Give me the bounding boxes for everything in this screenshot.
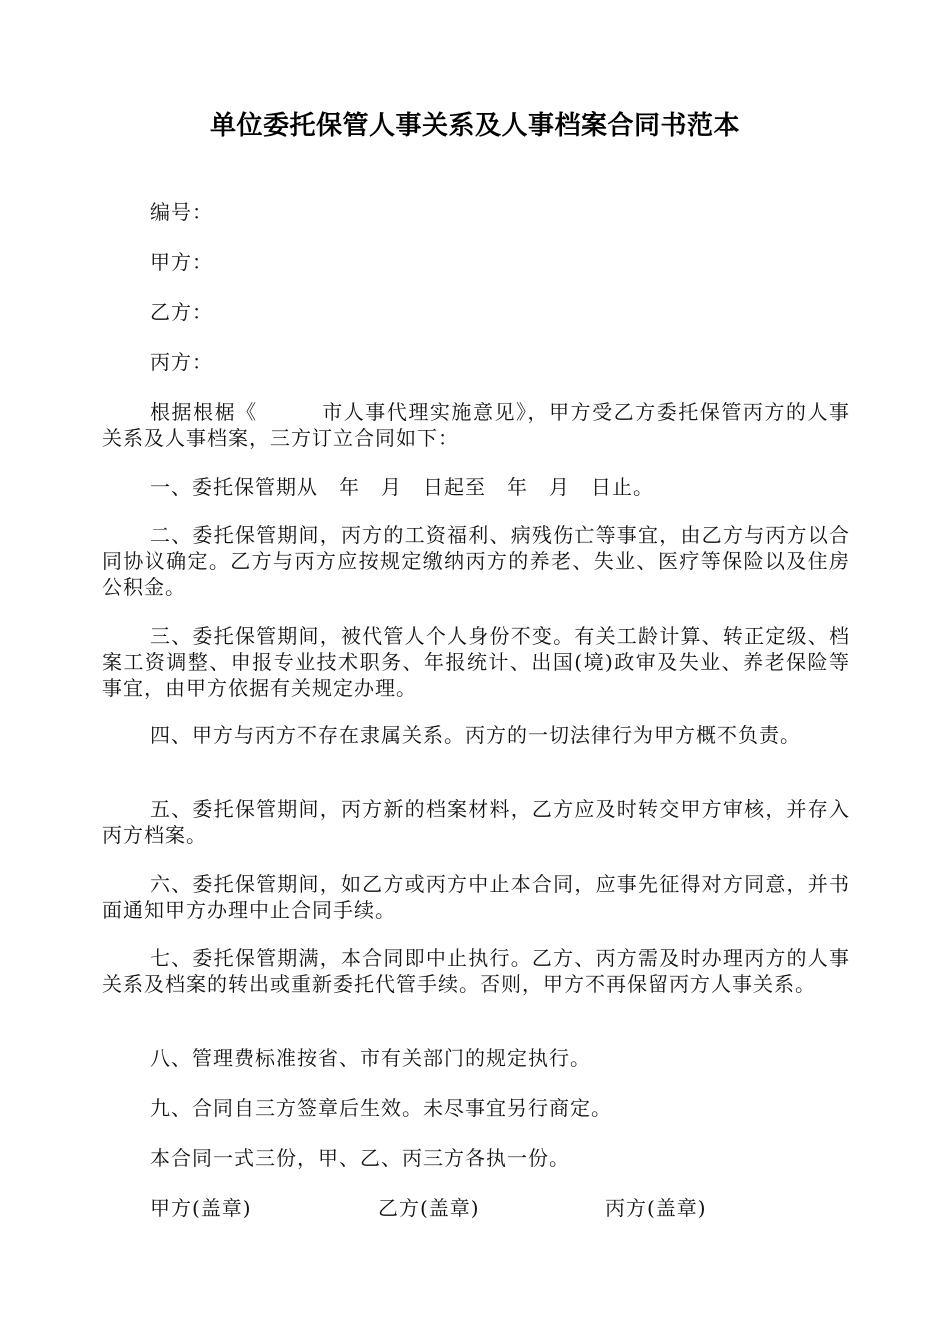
party-b-field: 乙方： xyxy=(150,300,213,324)
clause-1: 一、委托保管期从 年 月 日起至 年 月 日止。 xyxy=(150,475,654,499)
party-b-seal: 乙方(盖章) xyxy=(378,1196,480,1220)
party-a-field: 甲方： xyxy=(150,250,213,274)
clause-5: 五、委托保管期间，丙方新的档案材料，乙方应及时转交甲方审核，并存入丙方档案。 xyxy=(102,797,850,847)
clause-4: 四、甲方与丙方不存在隶属关系。丙方的一切法律行为甲方概不负责。 xyxy=(150,723,801,747)
clause-9: 九、合同自三方签章后生效。未尽事宜另行商定。 xyxy=(150,1096,612,1120)
copies-statement: 本合同一式三份，甲、乙、丙三方各执一份。 xyxy=(150,1146,570,1170)
clause-6: 六、委托保管期间，如乙方或丙方中止本合同，应事先征得对方同意，并书面通知甲方办理中止合同手续。 xyxy=(102,872,850,922)
party-a-seal: 甲方(盖章) xyxy=(150,1196,252,1220)
clause-3: 三、委托保管期间，被代管人个人身份不变。有关工龄计算、转正定级、档案工资调整、申报专业技术职务、年报统计、出国(境)政审及失业、养老保险等事宜，由甲方依据有关规定办理。 xyxy=(102,624,850,700)
intro-paragraph: 根据根椐《 市人事代理实施意见》，甲方受乙方委托保管丙方的人事关系及人事档案，三方订立合同如下： xyxy=(102,400,850,450)
clause-8: 八、管理费标准按省、市有关部门的规定执行。 xyxy=(150,1046,591,1070)
clause-2: 二、委托保管期间，丙方的工资福利、病残伤亡等事宜，由乙方与丙方以合同协议确定。乙方与丙方应按规定缴纳丙方的养老、失业、医疗等保险以及住房公积金。 xyxy=(102,523,850,599)
number-field: 编号： xyxy=(150,200,213,224)
clause-7: 七、委托保管期满，本合同即中止执行。乙方、丙方需及时办理丙方的人事关系及档案的转出或重新委托代管手续。否则，甲方不再保留丙方人事关系。 xyxy=(102,946,850,996)
document-title: 单位委托保管人事关系及人事档案合同书范本 xyxy=(209,111,740,141)
party-c-field: 丙方： xyxy=(150,350,213,374)
party-c-seal: 丙方(盖章) xyxy=(605,1196,707,1220)
